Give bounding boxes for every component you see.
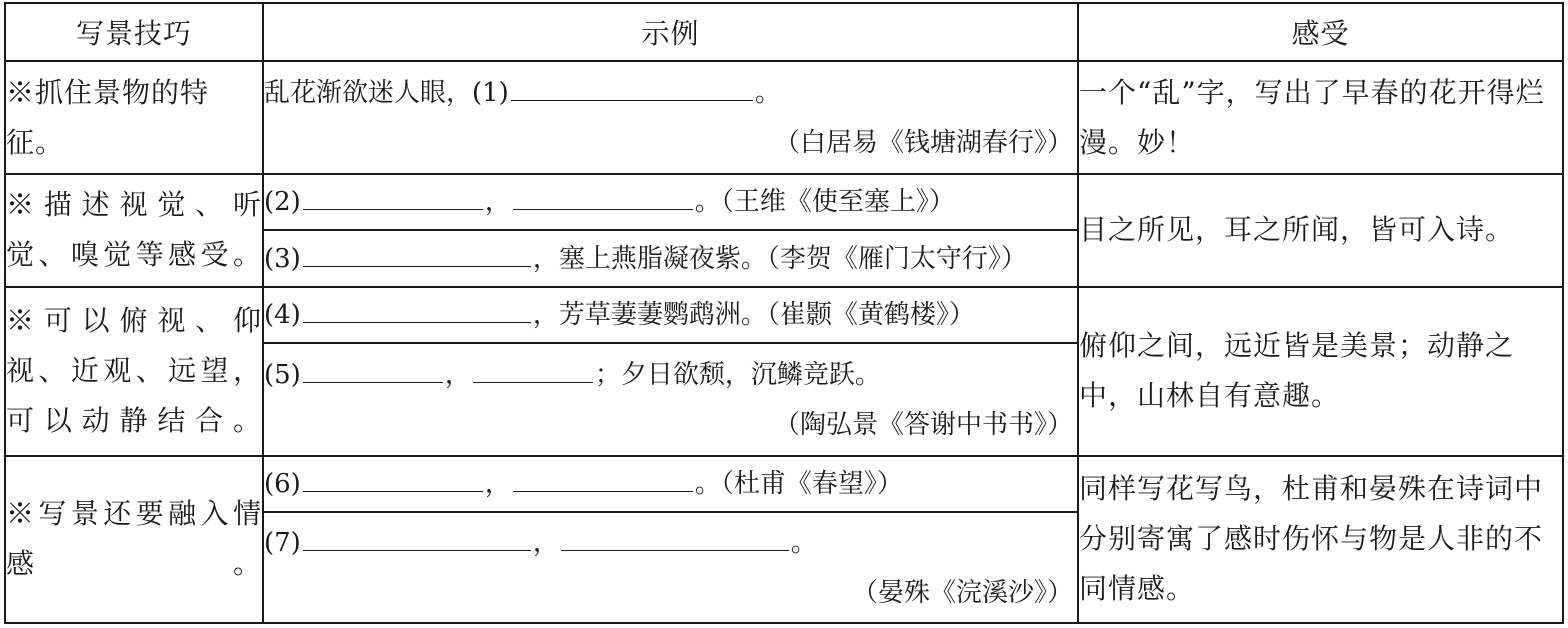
header-row: [5, 3, 1563, 61]
example-line: [264, 518, 1077, 568]
example-cell: [263, 230, 1078, 286]
header-feeling: 感受: [1078, 3, 1563, 61]
example-text: ，: [532, 527, 559, 558]
table-row: [5, 61, 1563, 174]
feeling-cell: 俯仰之间，远近皆是美景；动静之中，山林自有意趣。: [1078, 287, 1563, 456]
example-text: ，: [484, 469, 511, 500]
answer-blank[interactable]: [303, 520, 531, 551]
table-row: [5, 456, 1563, 512]
table-row: [5, 287, 1563, 343]
answer-blank[interactable]: [511, 70, 753, 101]
item-number: (7): [264, 527, 301, 558]
example-line: [264, 350, 1077, 400]
table-row: [5, 174, 1563, 230]
answer-blank[interactable]: [303, 292, 531, 323]
answer-blank[interactable]: [303, 461, 483, 492]
technique-cell: ※写景还要融入情感。: [5, 456, 263, 623]
technique-cell: ※可以俯视、仰视、近观、远望，可以动静结合。: [5, 287, 263, 456]
example-text: ，: [444, 359, 471, 390]
example-text: 乱花渐欲迷人眼，(1): [264, 77, 509, 108]
example-text: 。（王维《使至塞上》）: [694, 187, 955, 218]
item-number: (4): [264, 299, 301, 330]
example-text: ，芳草萋萋鹦鹉洲。（崔颢《黄鹤楼》）: [532, 299, 975, 330]
example-cell: [263, 61, 1078, 174]
example-line: [264, 68, 1077, 118]
example-text: ，: [484, 187, 511, 218]
item-number: (5): [264, 359, 301, 390]
example-cell: [263, 287, 1078, 343]
answer-blank[interactable]: [303, 236, 531, 267]
example-text: 。（杜甫《春望》）: [694, 469, 903, 500]
item-number: (2): [264, 187, 301, 218]
answer-blank[interactable]: [303, 352, 443, 383]
answer-blank[interactable]: [513, 179, 693, 210]
feeling-cell: 同样写花写鸟，杜甫和晏殊在诗词中分别寄寓了感时伤怀与物是人非的不同情感。: [1078, 456, 1563, 623]
answer-blank[interactable]: [303, 179, 483, 210]
header-technique: 写景技巧: [5, 3, 263, 61]
item-number: (3): [264, 243, 301, 274]
example-text: 。: [790, 527, 817, 558]
example-source: （陶弘景《答谢中书书》）: [773, 409, 1073, 440]
answer-blank[interactable]: [513, 461, 693, 492]
technique-cell: ※描述视觉、听觉、嗅觉等感受。: [5, 174, 263, 287]
example-cell: [263, 174, 1078, 230]
feeling-cell: 一个“乱”字，写出了早春的花开得烂漫。妙！: [1078, 61, 1563, 174]
example-text: 。: [754, 77, 781, 108]
example-text: ，塞上燕脂凝夜紫。（李贺《雁门太守行》）: [532, 243, 1027, 274]
answer-blank[interactable]: [473, 352, 593, 383]
answer-blank[interactable]: [561, 520, 789, 551]
example-source: （白居易《钱塘湖春行》）: [773, 127, 1073, 158]
example-cell: [263, 343, 1078, 456]
feeling-cell: 目之所见，耳之所闻，皆可入诗。: [1078, 174, 1563, 287]
item-number: (6): [264, 469, 301, 500]
poetry-techniques-table: [4, 2, 1564, 624]
example-text: ；夕日欲颓，沉鳞竞跃。: [594, 359, 881, 390]
header-example: 示例: [263, 3, 1078, 61]
example-cell: [263, 512, 1078, 623]
technique-cell: ※抓住景物的特征。: [5, 61, 263, 174]
example-source: （晏殊《浣溪沙》）: [851, 577, 1073, 608]
example-cell: [263, 456, 1078, 512]
